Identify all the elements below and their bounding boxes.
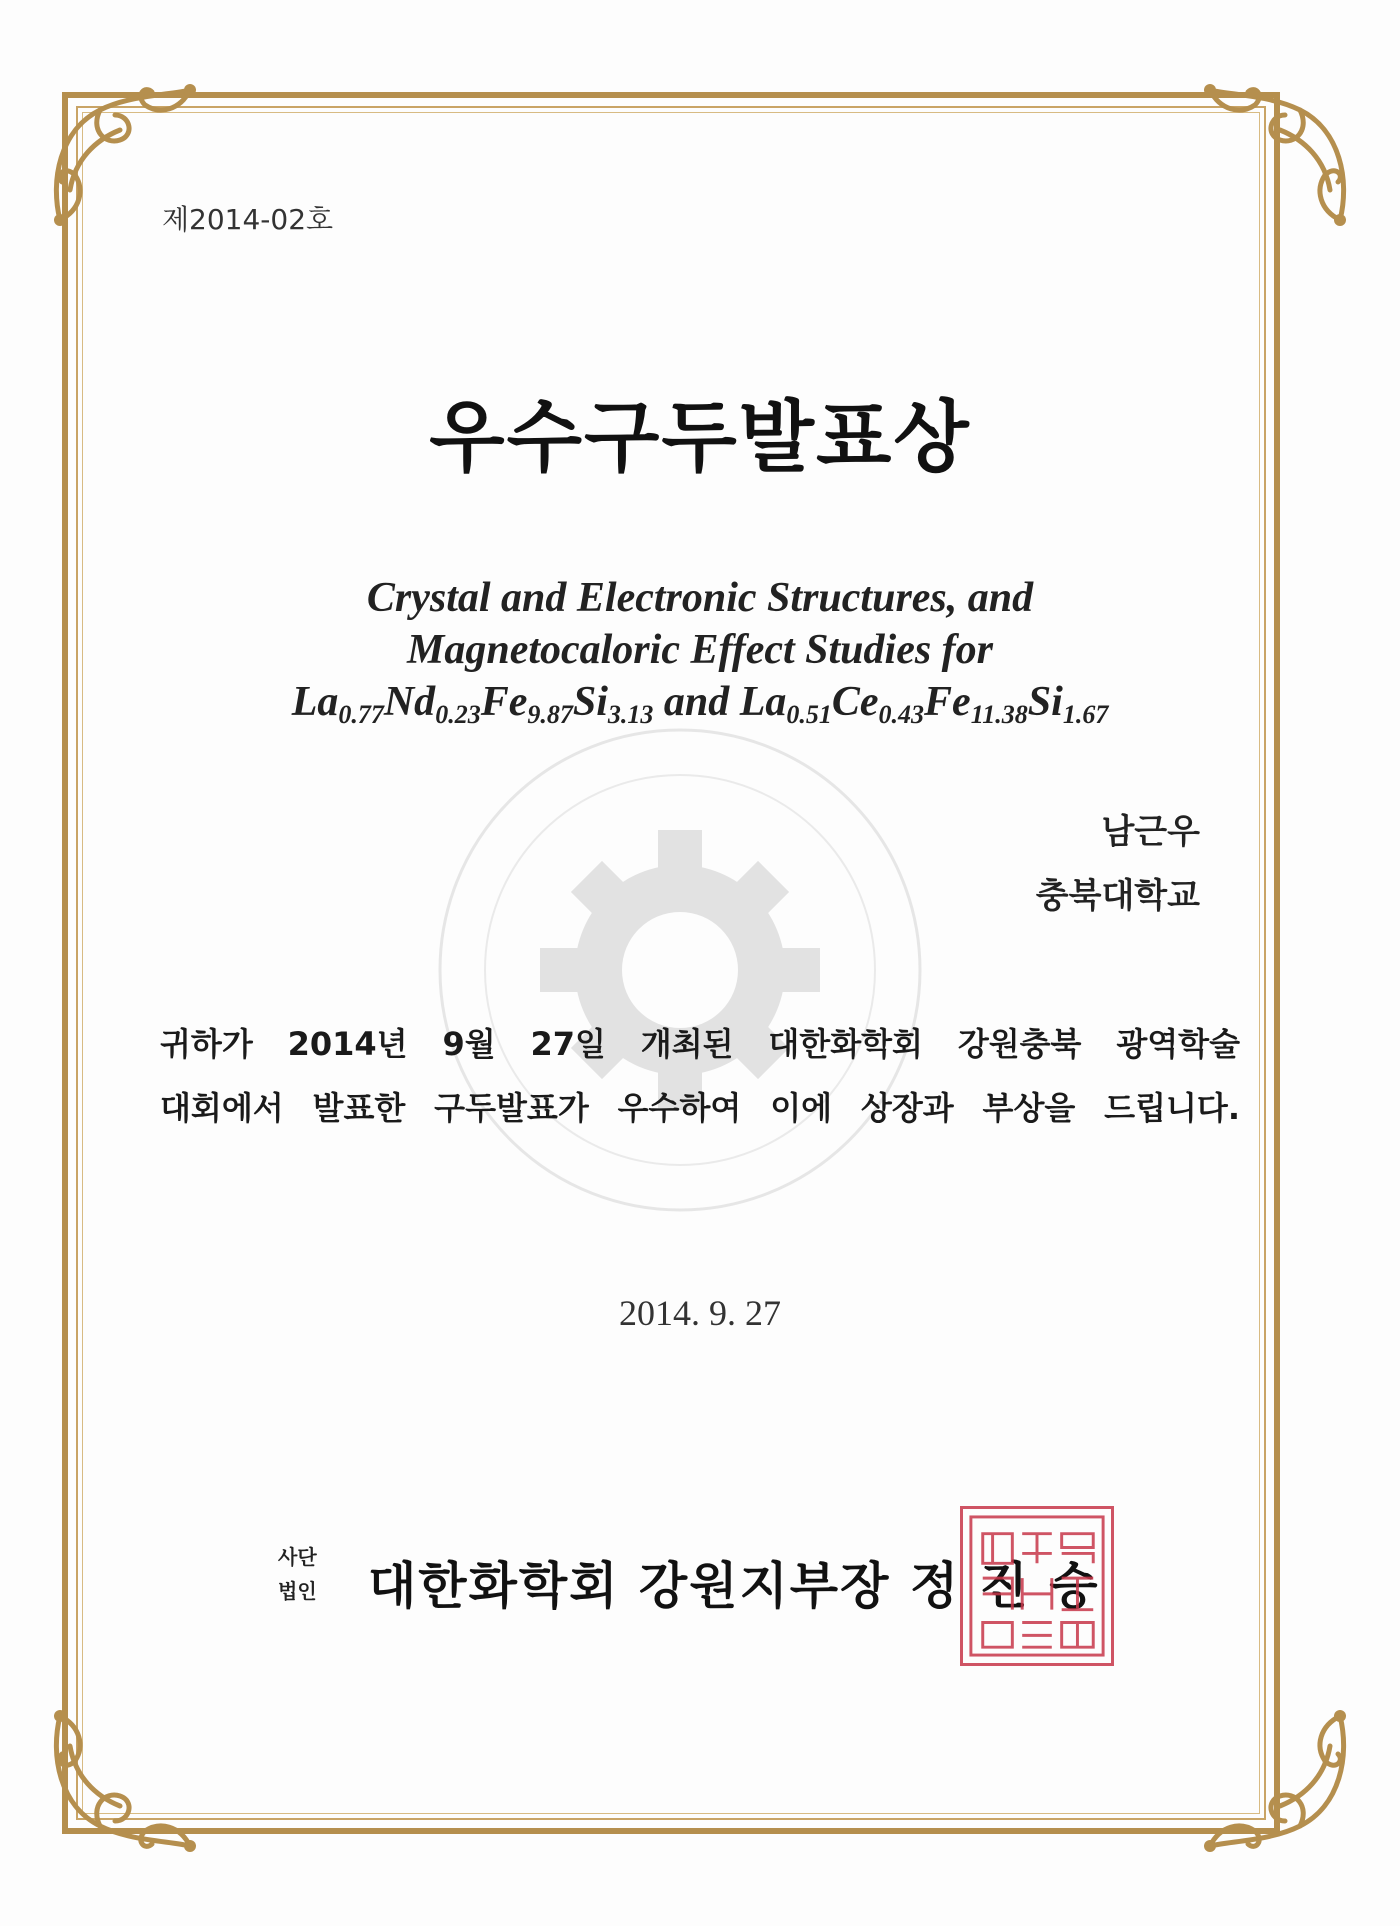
ornament-corner-icon xyxy=(1190,1696,1360,1866)
society-emblem-icon xyxy=(430,720,930,1220)
formula-conjunction: and xyxy=(663,679,730,725)
formula-b: $La_{0.51}Ce_{0.43}Fe_{11.38}Si_{1.67}$ xyxy=(739,679,1109,729)
recipient-name: 남근우 xyxy=(1101,812,1200,852)
serial-number: 제2014-02호 xyxy=(162,203,334,236)
formula-a: $La_{0.77}Nd_{0.23}Fe_{9.87}Si_{3.13}$ xyxy=(291,679,654,729)
award-title: 우수구두발표상 xyxy=(429,393,971,483)
paper-title-line-2: Magnetocaloric Effect Studies for xyxy=(406,627,994,673)
recipient-affiliation: 충북대학교 xyxy=(1035,876,1200,916)
ornament-corner-icon xyxy=(1190,70,1360,240)
issuer-tag-line-2: 법인 xyxy=(278,1579,317,1603)
paper-title xyxy=(150,572,1250,741)
issuer-tag xyxy=(278,1540,317,1608)
issuer-tag-line-1: 사단 xyxy=(278,1545,317,1569)
ornament-corner-icon xyxy=(40,1696,210,1866)
issuer-name: 대한화학회 강원지부장 정 진 승 xyxy=(368,1557,1100,1615)
award-statement xyxy=(160,1012,1240,1140)
award-date: 2014. 9. 27 xyxy=(619,1293,781,1333)
paper-title-line-1: Crystal and Electronic Structures, and xyxy=(366,575,1034,621)
award-statement-line-2: 대회에서 발표한 구두발표가 우수하여 이에 상장과 부상을 드립니다. xyxy=(160,1089,1240,1127)
recipient-block xyxy=(1036,800,1200,928)
award-statement-line-1: 귀하가 2014년 9월 27일 개최된 대한화학회 강원충북 광역학술 xyxy=(160,1025,1240,1063)
seal-icon xyxy=(963,1509,1111,1663)
official-seal xyxy=(960,1506,1114,1666)
paper-title-formulas xyxy=(150,676,1250,741)
